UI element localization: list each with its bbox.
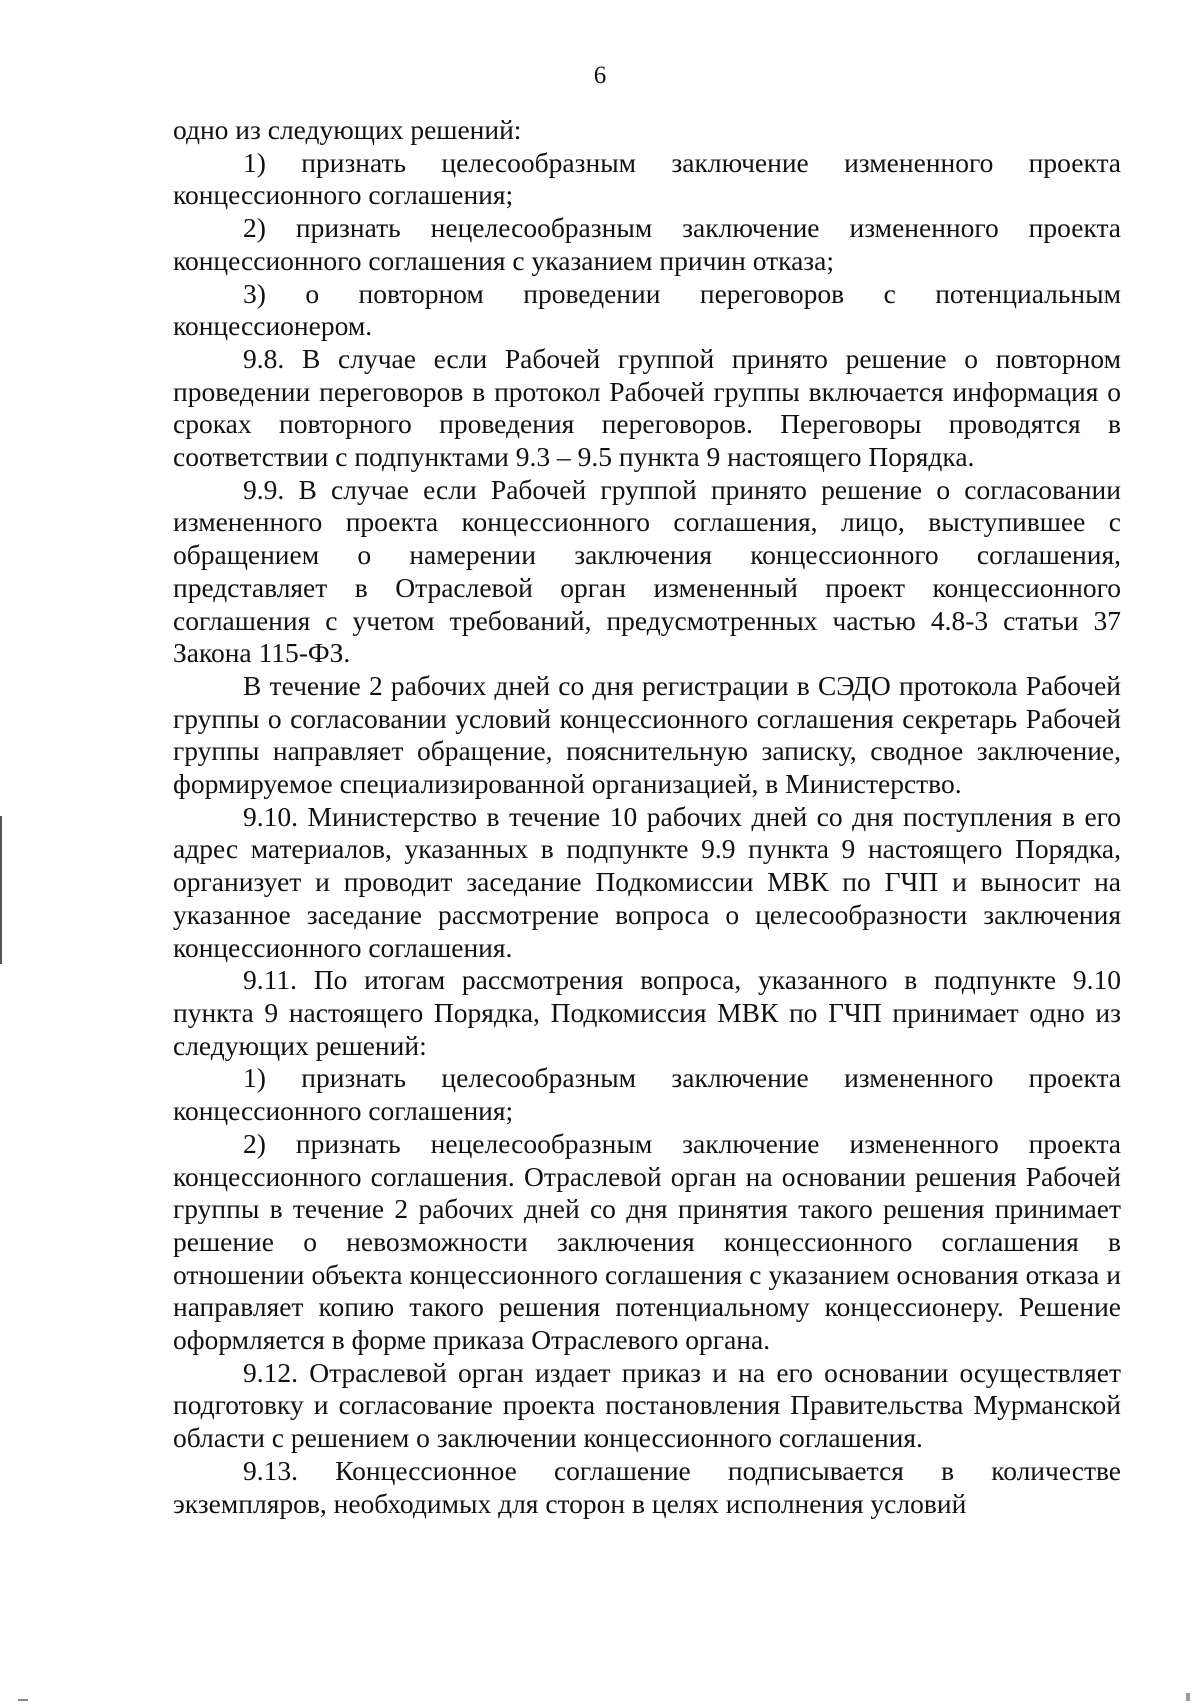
clause-9-10: 9.10. Министерство в течение 10 рабочих дней со дня поступления в его адрес материалов, указанных в подпункте 9.9 пункта 9 настоящего Порядка, организует и проводит заседание Подкомиссии МВК по ГЧП и выносит на указанное заседание рассмотрение вопроса о целесообразности заключения концессионного соглашения. — [173, 800, 1121, 963]
document-body — [173, 114, 1121, 1520]
clause-9-9-continued: В течение 2 рабочих дней со дня регистрации в СЭДО протокола Рабочей группы о согласовании условий концессионного соглашения секретарь Рабочей группы направляет обращение, пояснительную записку, сводное заключение, формируемое специализированной организацией, в Министерство. — [173, 669, 1121, 800]
scan-artifact — [1186, 1693, 1190, 1701]
scan-artifact — [18, 1699, 28, 1701]
clause-9-9: 9.9. В случае если Рабочей группой принято решение о согласовании измененного проекта концессионного соглашения, лицо, выступившее с обращением о намерении заключения концессионного соглашения, представляет в Отраслевой орган измененный проект концессионного соглашения с учетом требований, предусмотренных частью 4.8-3 статьи 37 Закона 115-ФЗ. — [173, 473, 1121, 669]
list-item-2: 2) признать нецелесообразным заключение измененного проекта концессионного соглашения с указанием причин отказа; — [173, 212, 1121, 276]
page-number: 6 — [593, 62, 607, 89]
clause-9-11: 9.11. По итогам рассмотрения вопроса, указанного в подпункте 9.10 пункта 9 настоящего Порядка, Подкомиссия МВК по ГЧП принимает одно из следующих решений: — [173, 964, 1121, 1061]
list-item-3: 3) о повторном проведении переговоров с потенциальным концессионером. — [173, 277, 1121, 342]
list-item-1: 1) признать целесообразным заключение измененного проекта концессионного соглашения; — [173, 146, 1121, 211]
paragraph-continuation: одно из следующих решений: — [173, 114, 522, 145]
clause-9-8: 9.8. В случае если Рабочей группой принято решение о повторном проведении переговоров в протокол Рабочей группы включается информация о сроках повторного проведения переговоров. Переговоры проводятся в соответствии с подпунктами 9.3 – 9.5 пункта 9 настоящего Порядка. — [173, 342, 1121, 473]
clause-9-13: 9.13. Концессионное соглашение подписывается в количестве экземпляров, необходимых для сторон в целях исполнения условий — [173, 1454, 1121, 1519]
list-item-2: 2) признать нецелесообразным заключение измененного проекта концессионного соглашения. Отраслевой орган на основании решения Рабочей группы в течение 2 рабочих дней со дня принятия такого решения принимает решение о невозможности заключения концессионного соглашения в отношении объекта концессионного соглашения с указанием основания отказа и направляет копию такого решения потенциальному концессионеру. Решение оформляется в форме приказа Отраслевого органа. — [173, 1127, 1121, 1356]
clause-9-12: 9.12. Отраслевой орган издает приказ и на его основании осуществляет подготовку и согласование проекта постановления Правительства Мурманской области с решением о заключении концессионного соглашения. — [173, 1356, 1121, 1454]
scan-edge-mark — [0, 816, 2, 964]
list-item-1: 1) признать целесообразным заключение измененного проекта концессионного соглашения; — [173, 1062, 1121, 1127]
